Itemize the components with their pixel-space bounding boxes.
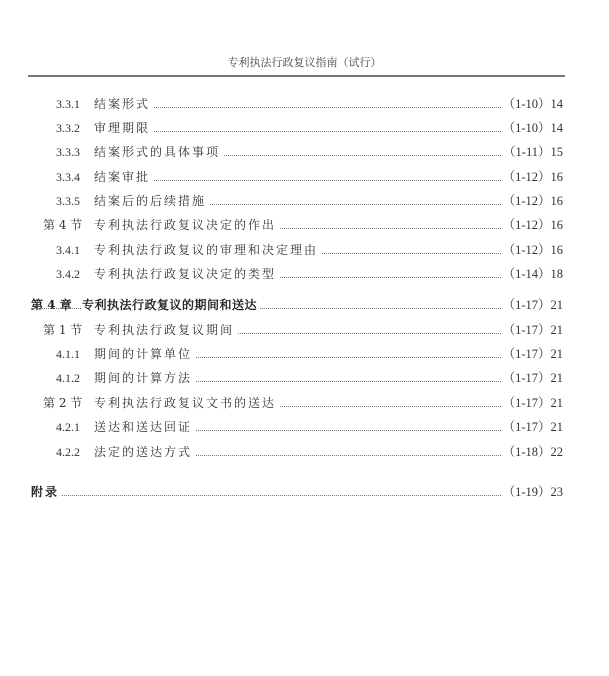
toc-entry-page: （1-17）21	[502, 396, 563, 410]
toc-entry-title: 期间的计算单位	[94, 345, 195, 363]
toc-entry-title: 附录	[31, 483, 62, 501]
toc-entry-number: 3.3.3	[56, 145, 80, 159]
toc-entry[interactable]	[0, 369, 609, 387]
dot-leader	[94, 131, 501, 132]
toc-entry-number: 4.1.2	[56, 371, 80, 385]
toc-entry[interactable]	[0, 345, 609, 363]
toc-entry-page: （1-12）16	[502, 170, 563, 184]
dot-leader	[94, 180, 501, 181]
toc-entry-title: 专利执法行政复议的期间和送达	[82, 296, 260, 314]
toc-entry[interactable]	[0, 192, 609, 210]
toc-entry-title: 期间的计算方法	[94, 369, 195, 387]
toc-entry-page: （1-10）14	[502, 121, 563, 135]
toc-entry-title: 专利执法行政复议决定的作出	[94, 216, 279, 234]
toc-entry-page: （1-10）14	[502, 97, 563, 111]
toc-entry[interactable]	[0, 143, 609, 161]
toc-entry-page: （1-12）16	[502, 194, 563, 208]
toc-entry-title: 结案形式	[94, 95, 153, 113]
toc-entry-title: 结案后的后续措施	[94, 192, 209, 210]
toc-entry-page: （1-19）23	[502, 485, 563, 499]
toc-entry-number: 第 2 节	[43, 396, 83, 410]
toc-entry[interactable]	[0, 443, 609, 461]
toc-entry-page: （1-17）21	[502, 420, 563, 434]
running-header: 专利执法行政复议指南（试行）	[227, 56, 382, 69]
toc-entry-title: 结案审批	[94, 168, 153, 186]
toc-entry[interactable]	[0, 119, 609, 137]
toc-entry[interactable]	[0, 394, 609, 412]
toc-entry-title: 专利执法行政复议决定的类型	[94, 265, 279, 283]
toc-entry-number: 第 4 节	[43, 218, 83, 232]
toc-entry-page: （1-17）21	[502, 323, 563, 337]
toc-entry-title: 专利执法行政复议的审理和决定理由	[94, 241, 321, 259]
toc-entry[interactable]	[0, 296, 609, 314]
toc-entry-number: 4.2.1	[56, 420, 80, 434]
toc-entry-page: （1-17）21	[502, 371, 563, 385]
toc-entry-page: （1-14）18	[502, 267, 563, 281]
toc-entry-number: 3.3.2	[56, 121, 80, 135]
header-rule	[28, 75, 565, 77]
toc-entry[interactable]	[0, 265, 609, 283]
toc-entry[interactable]	[0, 216, 609, 234]
toc-entry[interactable]	[0, 321, 609, 339]
toc-entry[interactable]	[0, 95, 609, 113]
toc-entry[interactable]	[0, 418, 609, 436]
toc-entry-number: 3.4.2	[56, 267, 80, 281]
toc-entry-number: 3.3.1	[56, 97, 80, 111]
toc-entry-number: 3.4.1	[56, 243, 80, 257]
toc-entry[interactable]	[0, 168, 609, 186]
toc-entry-title: 结案形式的具体事项	[94, 143, 223, 161]
toc-entry-number: 第 4 章	[31, 298, 72, 312]
toc-entry-number: 4.2.2	[56, 445, 80, 459]
toc-entry-page: （1-17）21	[502, 347, 563, 361]
toc-entry-page: （1-18）22	[502, 445, 563, 459]
toc-entry[interactable]	[0, 241, 609, 259]
toc-entry-page: （1-11）15	[503, 145, 563, 159]
dot-leader	[94, 107, 501, 108]
toc-entry-page: （1-12）16	[502, 218, 563, 232]
toc-entry-title: 送达和送达回证	[94, 418, 195, 436]
toc-entry-title: 审理期限	[94, 119, 153, 137]
toc-entry-number: 第 1 节	[43, 323, 83, 337]
toc-entry-title: 专利执法行政复议文书的送达	[94, 394, 279, 412]
toc-entry-number: 3.3.5	[56, 194, 80, 208]
toc-entry-page: （1-17）21	[502, 298, 563, 312]
toc-entry-number: 3.3.4	[56, 170, 80, 184]
toc-entry-page: （1-12）16	[502, 243, 563, 257]
toc-entry[interactable]	[0, 483, 609, 501]
toc-entry-title: 法定的送达方式	[94, 443, 195, 461]
dot-leader	[31, 495, 501, 496]
toc-entry-title: 专利执法行政复议期间	[94, 321, 237, 339]
toc-entry-number: 4.1.1	[56, 347, 80, 361]
